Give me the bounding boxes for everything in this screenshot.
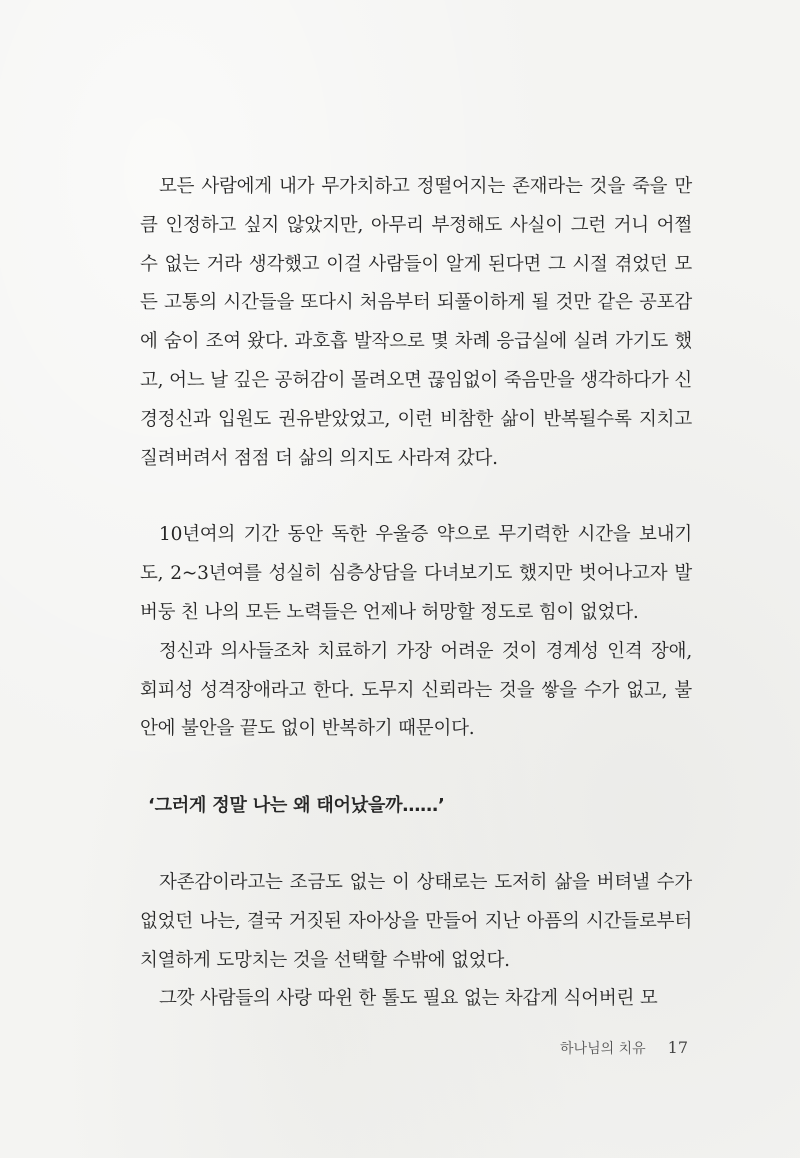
body-text bbox=[140, 168, 692, 1019]
paragraph-gap bbox=[140, 749, 692, 787]
paragraph-2: 10년여의 기간 동안 독한 우울증 약으로 무기력한 시간을 보내기도, 2~3년여를 성실히 심층상담을 다녀보기도 했지만 벗어나고자 발버둥 친 나의 모든 노력들은 언제나 허망할 정도로 힘이 없었다. bbox=[140, 524, 692, 623]
page-footer bbox=[560, 1038, 688, 1058]
paragraph-gap bbox=[140, 478, 692, 516]
paragraph-gap bbox=[140, 826, 692, 864]
quote-heading: ‘그러게 정말 나는 왜 태어났을까……’ bbox=[148, 795, 445, 817]
running-title: 하나님의 치유 bbox=[560, 1041, 646, 1057]
paragraph-1: 모든 사람에게 내가 무가치하고 정떨어지는 존재라는 것을 죽을 만큼 인정하고 싶지 않았지만, 아무리 부정해도 사실이 그런 거니 어쩔 수 없는 거라 생각했고 이걸 사람들이 알게 된다면 그 시절 겪었던 모든 고통의 시간들을 또다시 처음부터 되풀이하게 될 것만 같은 공포감에 숨이 조여 왔다. 과호흡 발작으로 몇 차례 응급실에 실려 가기도 했고, 어느 날 깊은 공허감이 몰려오면 끊임없이 죽음만을 생각하다가 신경정신과 입원도 권유받았었고, 이런 비참한 삶이 반복될수록 지치고 질려버려서 점점 더 삶의 의지도 사라져 갔다. bbox=[140, 176, 692, 469]
page-number: 17 bbox=[667, 1038, 688, 1057]
paragraph-4: 자존감이라고는 조금도 없는 이 상태로는 도저히 삶을 버텨낼 수가 없었던 나는, 결국 거짓된 자아상을 만들어 지난 아픔의 시간들로부터 치열하게 도망치는 것을 선택할 수밖에 없었다. bbox=[140, 871, 692, 971]
paragraph-3: 정신과 의사들조차 치료하기 가장 어려운 것이 경계성 인격 장애, 회피성 성격장애라고 한다. 도무지 신뢰라는 것을 쌓을 수가 없고, 불안에 불안을 끝도 없이 반복하기 때문이다. bbox=[140, 640, 692, 740]
paragraph-5: 그깟 사람들의 사랑 따윈 한 톨도 필요 없는 차갑게 식어버린 모 bbox=[159, 988, 658, 1010]
